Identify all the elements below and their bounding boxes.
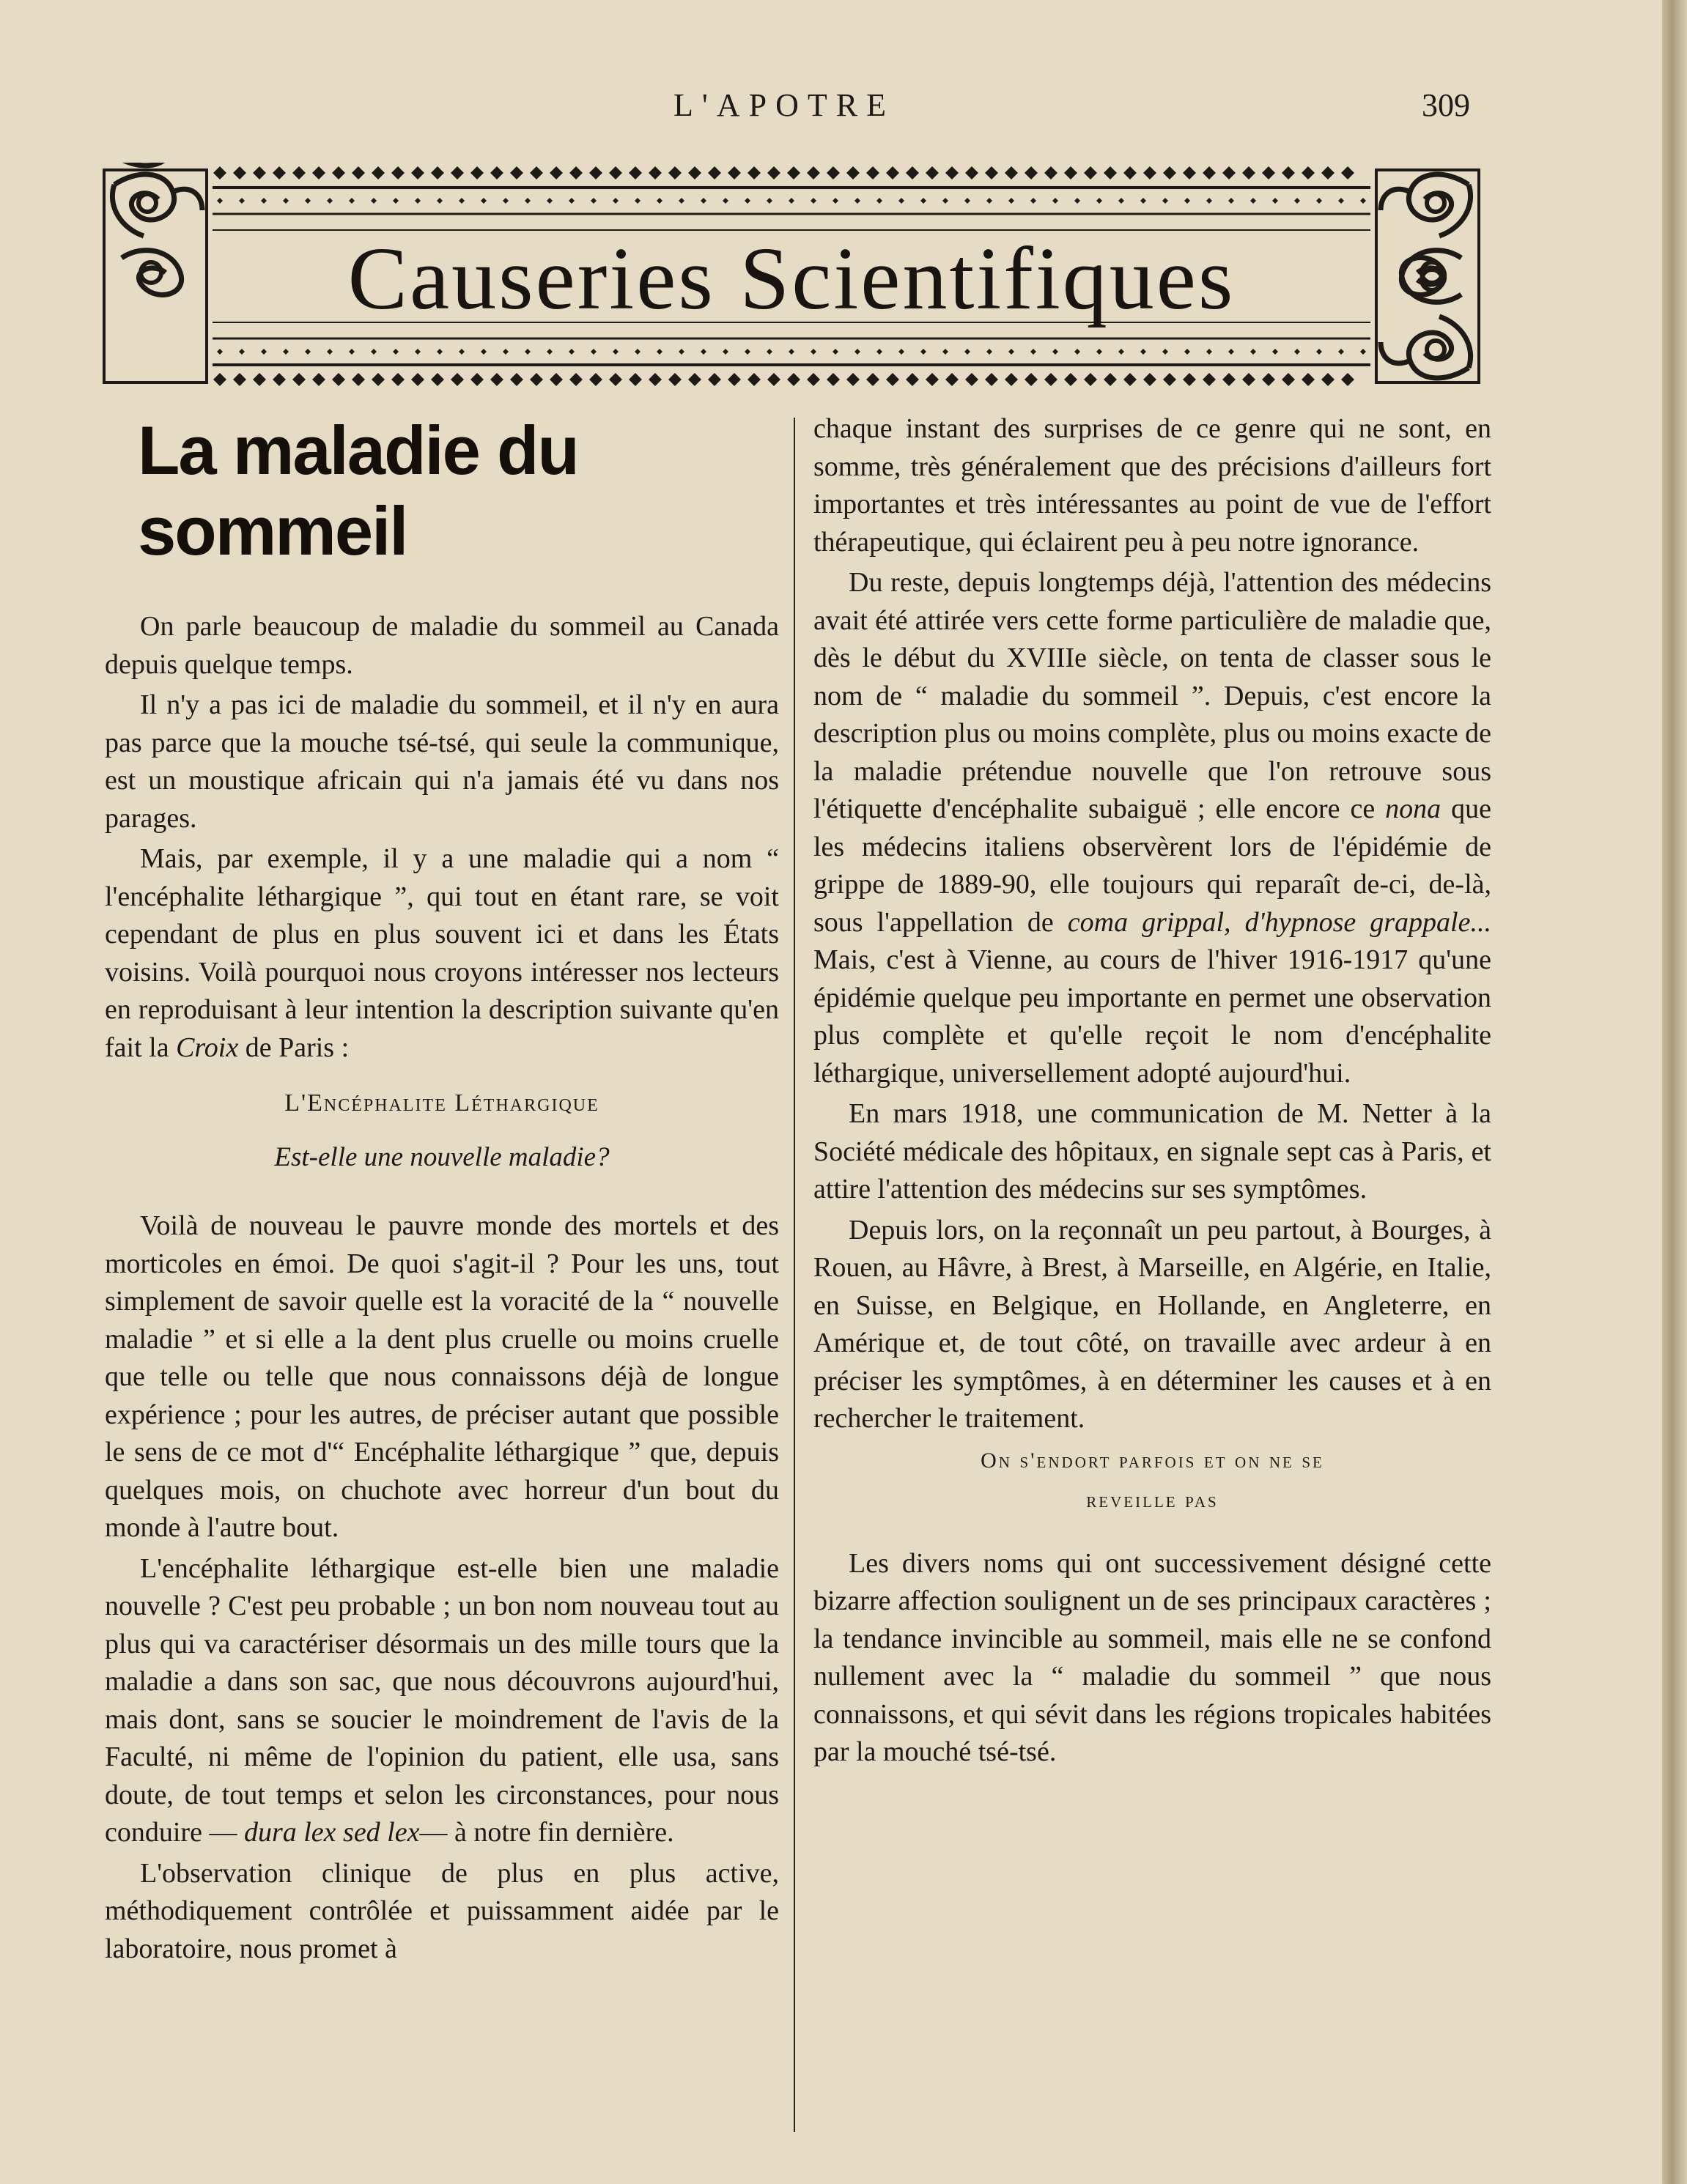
paragraph: L'observation clinique de plus en plus active, méthodiquement contrôlée et puissamment aidée par le laboratoire, nous promet à <box>105 1857 779 1964</box>
page-number: 309 <box>1422 87 1470 123</box>
paragraph: Mais, par exemple, il y a une maladie qui a nom “ l'encéphalite léthargique ”, qui tout en étant rare, se voit cependant de plus en plus souvent ici et dans les États voisins. Voilà pourquoi nous croyons intéresser nos lecteurs en reproduisant à leur intention la description suivante qu'en fait la Croix de Paris : <box>105 843 779 1063</box>
page-edge <box>1662 0 1687 2184</box>
paragraph: Depuis lors, on la reçonnaît un peu partout, à Bourges, à Rouen, au Hâvre, à Brest, à Marseille, en Algérie, en Italie, en Suisse, en Belgique, en Hollande, en Angleterre, en Amérique et, de tout côté, on travaille avec ardeur à en préciser les symptômes, à en déterminer les causes et à en rechercher le traitement. <box>813 1214 1491 1434</box>
article-title: La maladie du sommeil <box>138 412 578 569</box>
paragraph: On parle beaucoup de maladie du sommeil au Canada depuis quelque temps. <box>105 611 779 680</box>
running-title: L'APOTRE <box>673 87 895 123</box>
paragraph: Les divers noms qui ont successivement désigné cette bizarre affection soulignent un de ses principaux caractères ; la tendance invincible au sommeil, mais elle ne se confond nullement avec la “ maladie du sommeil ” que nous connaissons, et qui sévit dans les régions tropicales habitées par la mouché tsé-tsé. <box>813 1547 1491 1767</box>
paragraph: Du reste, depuis longtemps déjà, l'attention des médecins avait été attirée vers cette forme particulière de maladie que, dès le début du XVIIIe siècle, on tenta de classer sous le nom de “ maladie du sommeil ”. Depuis, c'est encore la description plus ou moins complète, plus ou moins exacte de la maladie prétendue nouvelle que l'on retrouve sous l'étiquette d'encéphalite subaiguë ; elle encore ce nona que les médecins italiens observèrent lors de l'épidémie de grippe de 1889-90, elle toujours qui reparaît de-ci, de-là, sous l'appellation de coma grippal, d'hypnose grappale... Mais, c'est à Vienne, au cours de l'hiver 1916-1917 qu'une épidémie quelque peu importante en permet une observation plus complète et qu'elle reçoit le nom d'encéphalite léthargique, universellement adopté aujourd'hui. <box>813 567 1491 1089</box>
right-column <box>813 410 1491 1774</box>
subheading: L'Encéphalite Léthargique <box>284 1089 599 1117</box>
column-rule <box>794 418 795 2132</box>
paragraph: En mars 1918, une communication de M. Netter à la Société médicale des hôpitaux, en signale sept cas à Paris, et attire l'attention des médecins sur ses symptômes. <box>813 1098 1491 1204</box>
subheading-italic: Est-elle une nouvelle maladie? <box>274 1142 610 1172</box>
paragraph: L'encéphalite léthargique est-elle bien une maladie nouvelle ? C'est peu probable ; un bon nom nouveau tout au plus qui va caractériser désormais un des mille tours que la maladie a dans son sac, que nous découvrons aujourd'hui, mais dont, sans se soucier le moindrement de l'avis de la Faculté, ni même de l'opinion du patient, elle usa, sans doute, de tout temps et selon les circonstances, pour nous conduire — dura lex sed lex— à notre fin dernière. <box>105 1552 779 1848</box>
italic-text: Croix <box>176 1032 239 1063</box>
paragraph: Il n'y a pas ici de maladie du sommeil, et il n'y en aura pas parce que la mouche tsé-tsé, qui seule la communique, est un moustique africain qui n'a jamais été vu dans nos parages. <box>105 689 779 834</box>
banner-title: Causeries Scientifiques <box>347 229 1236 328</box>
subheading <box>813 1441 1491 1520</box>
italic-text: coma grippal, d'hypnose grappale... <box>1067 906 1491 938</box>
subheading-line: On s'endort parfois et on ne se <box>981 1448 1324 1473</box>
italic-text: nona <box>1385 793 1441 824</box>
subheading-line: reveille pas <box>1086 1487 1219 1512</box>
paragraph: chaque instant des surprises de ce genre qui ne sont, en somme, très généralement que des précisions d'ailleurs fort importantes et très intéressantes au point de vue de l'effort thérapeutique, qui éclairent peu à peu notre ignorance. <box>813 413 1491 558</box>
italic-text: dura lex sed lex <box>243 1817 420 1848</box>
section-banner <box>103 163 1480 390</box>
left-column <box>105 410 779 1971</box>
paragraph: Voilà de nouveau le pauvre monde des mortels et des morticoles en émoi. De quoi s'agit-il ? Pour les uns, tout simplement de savoir quelle est la voracité de la “ nouvelle maladie ” et si elle a la dent plus cruelle ou moins cruelle que telle ou telle que nous connaissons déjà de longue expérience ; pour les autres, de préciser autant que possible le sens de ce mot d'“ Encéphalite léthargique ” que, depuis quelques mois, on chuchote avec horreur d'un bout du monde à l'autre bout. <box>105 1210 779 1543</box>
